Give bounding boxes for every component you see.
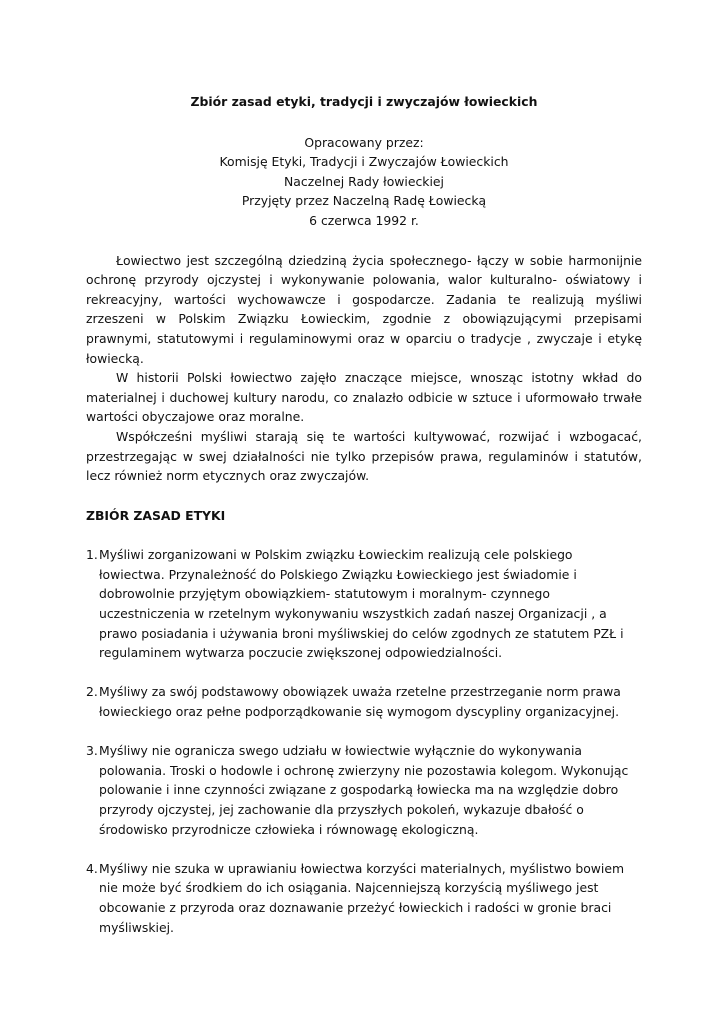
intro-section xyxy=(86,251,642,486)
rules-list xyxy=(86,545,642,937)
rule-item xyxy=(86,859,642,937)
rule-number: 3. xyxy=(86,743,98,759)
credits-date: 6 czerwca 1992 r. xyxy=(309,212,419,228)
credits-line: Komisję Etyki, Tradycji i Zwyczajów Łowieckich xyxy=(219,154,509,170)
rule-text: Myśliwy nie szuka w uprawianiu łowiectwa korzyści materialnych, myślistwo bowiem nie może być środkiem do ich osiągania. Najcenniejszą korzyścią myśliwego jest obcowanie z przyroda oraz doznawanie przeżyć łowieckich i radości w gronie braci myśliwskiej. xyxy=(99,860,625,935)
rule-number: 4. xyxy=(86,860,98,876)
rule-number: 2. xyxy=(86,684,98,700)
rule-item xyxy=(86,682,642,721)
credits-line: Opracowany przez: xyxy=(304,134,424,150)
section-heading: ZBIÓR ZASAD ETYKI xyxy=(86,507,226,523)
intro-paragraph: Współcześni myśliwi starają się te wartości kultywować, rozwijać i wzbogacać, przestrzegając w swej działalności nie tylko przepisów prawa, regulaminów i statutów, lecz również norm etycznych oraz zwyczajów. xyxy=(86,428,642,484)
credits-block xyxy=(86,133,642,231)
credits-line: Przyjęty przez Naczelną Radę Łowiecką xyxy=(241,193,487,209)
intro-paragraph: W historii Polski łowiectwo zajęło znaczące miejsce, wnosząc istotny wkład do materialnej i duchowej kultury narodu, co znalazło odbicie w sztuce i uformowało trwałe wartości obyczajowe oraz moralne. xyxy=(86,370,642,425)
rule-number: 1. xyxy=(86,547,98,563)
rule-text: Myśliwy za swój podstawowy obowiązek uważa rzetelne przestrzeganie norm prawa łowieckiego oraz pełne podporządkowanie się wymogom dyscypliny organizacyjnej. xyxy=(99,684,621,720)
intro-paragraph: Łowiectwo jest szczególną dziedziną życia społecznego- łączy w sobie harmonijnie ochronę przyrody ojczystej i wykonywanie polowania, walor kulturalno- oświatowy i rekreacyjny, wartości wychowawcze i gospodarcze. Zadania te realizują myśliwi zrzeszeni w Polskim Związku Łowieckim, zgodnie z obowiązującymi przepisami prawnymi, statutowymi i regulaminowymi oraz w oparciu o tradycje , zwyczaje i etykę łowiecką. xyxy=(86,252,642,366)
rule-text: Myśliwi zorganizowani w Polskim związku Łowieckim realizują cele polskiego łowiectwa. Przynależność do Polskiego Związku Łowieckiego jest świadomie i dobrowolnie przyjętym obowiązkiem- statutowym i moralnym- czynnego uczestniczenia w rzetelnym wykonywaniu wszystkich zadań naszej Organizacji , a prawo posiadania i używania broni myśliwskiej do celów zgodnych ze statutem PZŁ i regulaminem wytwarza poczucie zwiększonej odpowiedzialności. xyxy=(99,547,624,661)
rule-item xyxy=(86,545,642,663)
document-title: Zbiór zasad etyki, tradycji i zwyczajów łowieckich xyxy=(190,94,538,109)
rule-text: Myśliwy nie ogranicza swego udziału w łowiectwie wyłącznie do wykonywania polowania. Troski o hodowle i ochronę zwierzyny nie pozostawia kolegom. Wykonując polowanie i inne czynności związane z gospodarką łowiecka ma na względzie dobro przyrody ojczystej, jej zachowanie dla przyszłych pokoleń, wykazuje dbałość o środowisko przyrodnicze człowieka i równowagę ekologiczną. xyxy=(99,743,629,837)
rule-item xyxy=(86,741,642,839)
credits-line: Naczelnej Rady łowieckiej xyxy=(284,173,444,189)
